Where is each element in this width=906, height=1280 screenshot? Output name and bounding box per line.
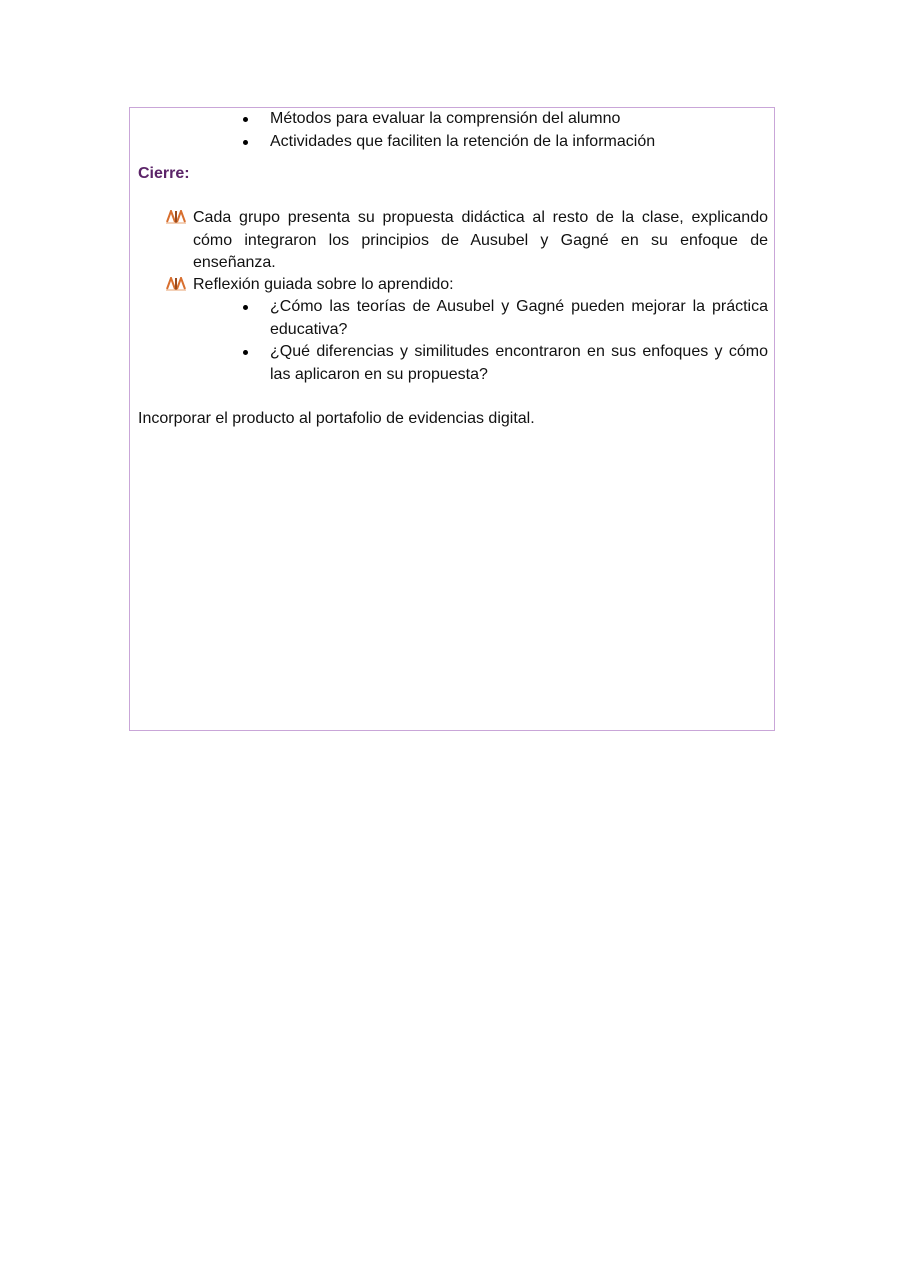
closing-point: Reflexión guiada sobre lo aprendido: <box>193 276 454 293</box>
portfolio-note: Incorporar el producto al portafolio de evidencias digital. <box>138 410 535 427</box>
activity-bullet-item: Actividades que faciliten la retención de la información <box>240 131 770 154</box>
reflection-question-list <box>240 296 768 386</box>
closing-heading: Cierre: <box>138 165 190 182</box>
closing-point: Cada grupo presenta su propuesta didáctica al resto de la clase, explicando cómo integraron los principios de Ausubel y Gagné en su enfoque de enseñanza. <box>193 209 768 271</box>
activity-bullet-item: Métodos para evaluar la comprensión del alumno <box>240 108 770 131</box>
activity-bullet-list <box>240 108 770 153</box>
reflection-question: ¿Cómo las teorías de Ausubel y Gagné pueden mejorar la práctica educativa? <box>240 296 768 341</box>
reflection-question: ¿Qué diferencias y similitudes encontraron en sus enfoques y cómo las aplicaron en su propuesta? <box>240 341 768 386</box>
open-book-icon <box>165 277 187 291</box>
open-book-icon <box>165 210 187 224</box>
